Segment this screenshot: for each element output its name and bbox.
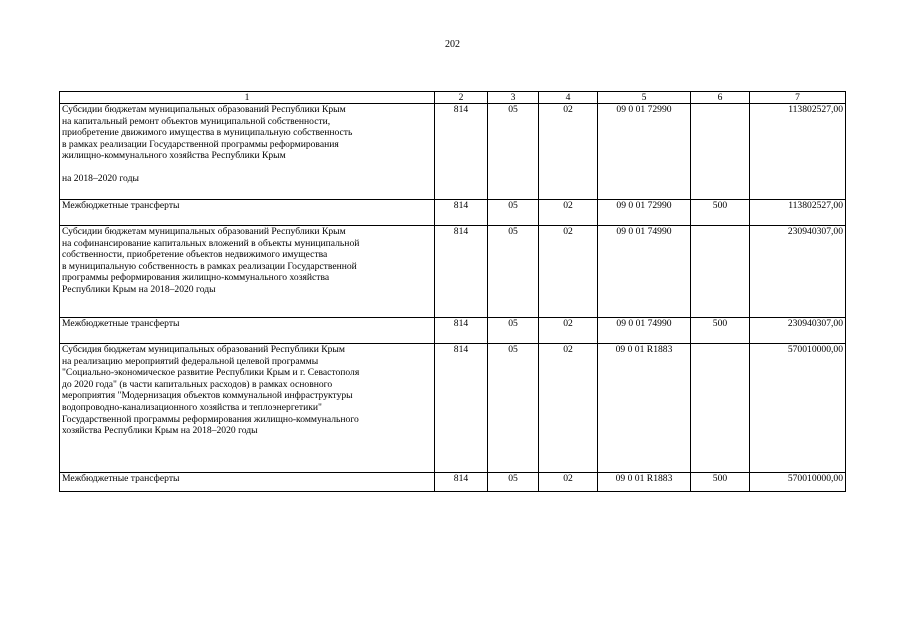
target-article-cell: 09 0 01 72990 (598, 200, 691, 226)
description-line: на реализацию мероприятий федеральной целевой программы (62, 355, 319, 367)
description-line: жилищно-коммунального хозяйства Республики Крым (62, 150, 286, 162)
ministry-cell: 814 (435, 200, 488, 226)
section-cell: 05 (488, 226, 539, 318)
section-cell: 05 (488, 344, 539, 473)
expense-type-cell (691, 344, 750, 473)
description-line: хозяйства Республики Крым на 2018–2020 годы (62, 425, 258, 437)
amount-cell: 113802527,00 (750, 104, 846, 200)
ministry-cell: 814 (435, 226, 488, 318)
target-article-cell: 09 0 01 74990 (598, 318, 691, 344)
expense-type-cell (691, 104, 750, 200)
subsection-cell: 02 (539, 473, 598, 492)
description-line: Субсидия бюджетам муниципальных образований Республики Крым (62, 344, 345, 355)
column-header: 3 (488, 92, 539, 104)
description-cell (60, 226, 435, 318)
expense-type-cell: 500 (691, 473, 750, 492)
expense-type-cell: 500 (691, 318, 750, 344)
ministry-cell: 814 (435, 318, 488, 344)
subsection-cell: 02 (539, 104, 598, 200)
description-line: собственности, приобретение объектов недвижимого имущества (62, 249, 328, 261)
target-article-cell: 09 0 01 R1883 (598, 344, 691, 473)
expense-type-cell (691, 226, 750, 318)
description-line: до 2020 года" (в части капитальных расходов) в рамках основного (62, 378, 333, 390)
amount-cell: 113802527,00 (750, 200, 846, 226)
column-header: 7 (750, 92, 846, 104)
description-cell: Межбюджетные трансферты (60, 318, 435, 344)
target-article-cell: 09 0 01 R1883 (598, 473, 691, 492)
page-number: 202 (445, 39, 460, 50)
description-line: в муниципальную собственность в рамках реализации Государственной (62, 260, 357, 272)
table-row (60, 344, 846, 473)
ministry-cell: 814 (435, 104, 488, 200)
description-line: Государственной программы реформирования жилищно-коммунального (62, 413, 359, 425)
description-cell: Межбюджетные трансферты (60, 473, 435, 492)
subsection-cell: 02 (539, 200, 598, 226)
description-line: в рамках реализации Государственной программы реформирования (62, 138, 339, 150)
description-line: Субсидии бюджетам муниципальных образований Республики Крым (62, 104, 346, 115)
description-cell: Межбюджетные трансферты (60, 200, 435, 226)
ministry-cell: 814 (435, 344, 488, 473)
table-row (60, 104, 846, 200)
section-cell: 05 (488, 104, 539, 200)
column-header: 6 (691, 92, 750, 104)
description-line: мероприятия "Модернизация объектов коммунальной инфраструктуры (62, 390, 353, 402)
subsection-cell: 02 (539, 318, 598, 344)
description-line: водопроводно-канализационного хозяйства и теплоэнергетики" (62, 401, 322, 413)
description-line: Республики Крым на 2018–2020 годы (62, 283, 216, 295)
column-header: 4 (539, 92, 598, 104)
description-line: приобретение движимого имущества в муниципальную собственность (62, 127, 353, 139)
table-row (60, 200, 846, 226)
description-line: на капитальный ремонт объектов муниципальной собственности, (62, 115, 331, 127)
table-row (60, 226, 846, 318)
header-row (60, 92, 846, 104)
budget-table (59, 91, 846, 492)
description-line: "Социально-экономическое развитие Республики Крым и г. Севастополя (62, 367, 360, 379)
expense-type-cell: 500 (691, 200, 750, 226)
description-cell (60, 344, 435, 473)
description-line: программы реформирования жилищно-коммунального хозяйства (62, 272, 330, 284)
subsection-cell: 02 (539, 344, 598, 473)
target-article-cell: 09 0 01 74990 (598, 226, 691, 318)
description-line: Субсидии бюджетам муниципальных образований Республики Крым (62, 226, 346, 237)
amount-cell: 570010000,00 (750, 473, 846, 492)
amount-cell: 570010000,00 (750, 344, 846, 473)
ministry-cell: 814 (435, 473, 488, 492)
section-cell: 05 (488, 318, 539, 344)
target-article-cell: 09 0 01 72990 (598, 104, 691, 200)
amount-cell: 230940307,00 (750, 318, 846, 344)
table-row (60, 318, 846, 344)
table-row (60, 473, 846, 492)
column-header: 2 (435, 92, 488, 104)
subsection-cell: 02 (539, 226, 598, 318)
section-cell: 05 (488, 473, 539, 492)
amount-cell: 230940307,00 (750, 226, 846, 318)
column-header: 1 (60, 92, 435, 104)
section-cell: 05 (488, 200, 539, 226)
column-header: 5 (598, 92, 691, 104)
description-line: на софинансирование капитальных вложений в объекты муниципальной (62, 237, 360, 249)
description-cell (60, 104, 435, 200)
description-line: на 2018–2020 годы (62, 172, 139, 184)
